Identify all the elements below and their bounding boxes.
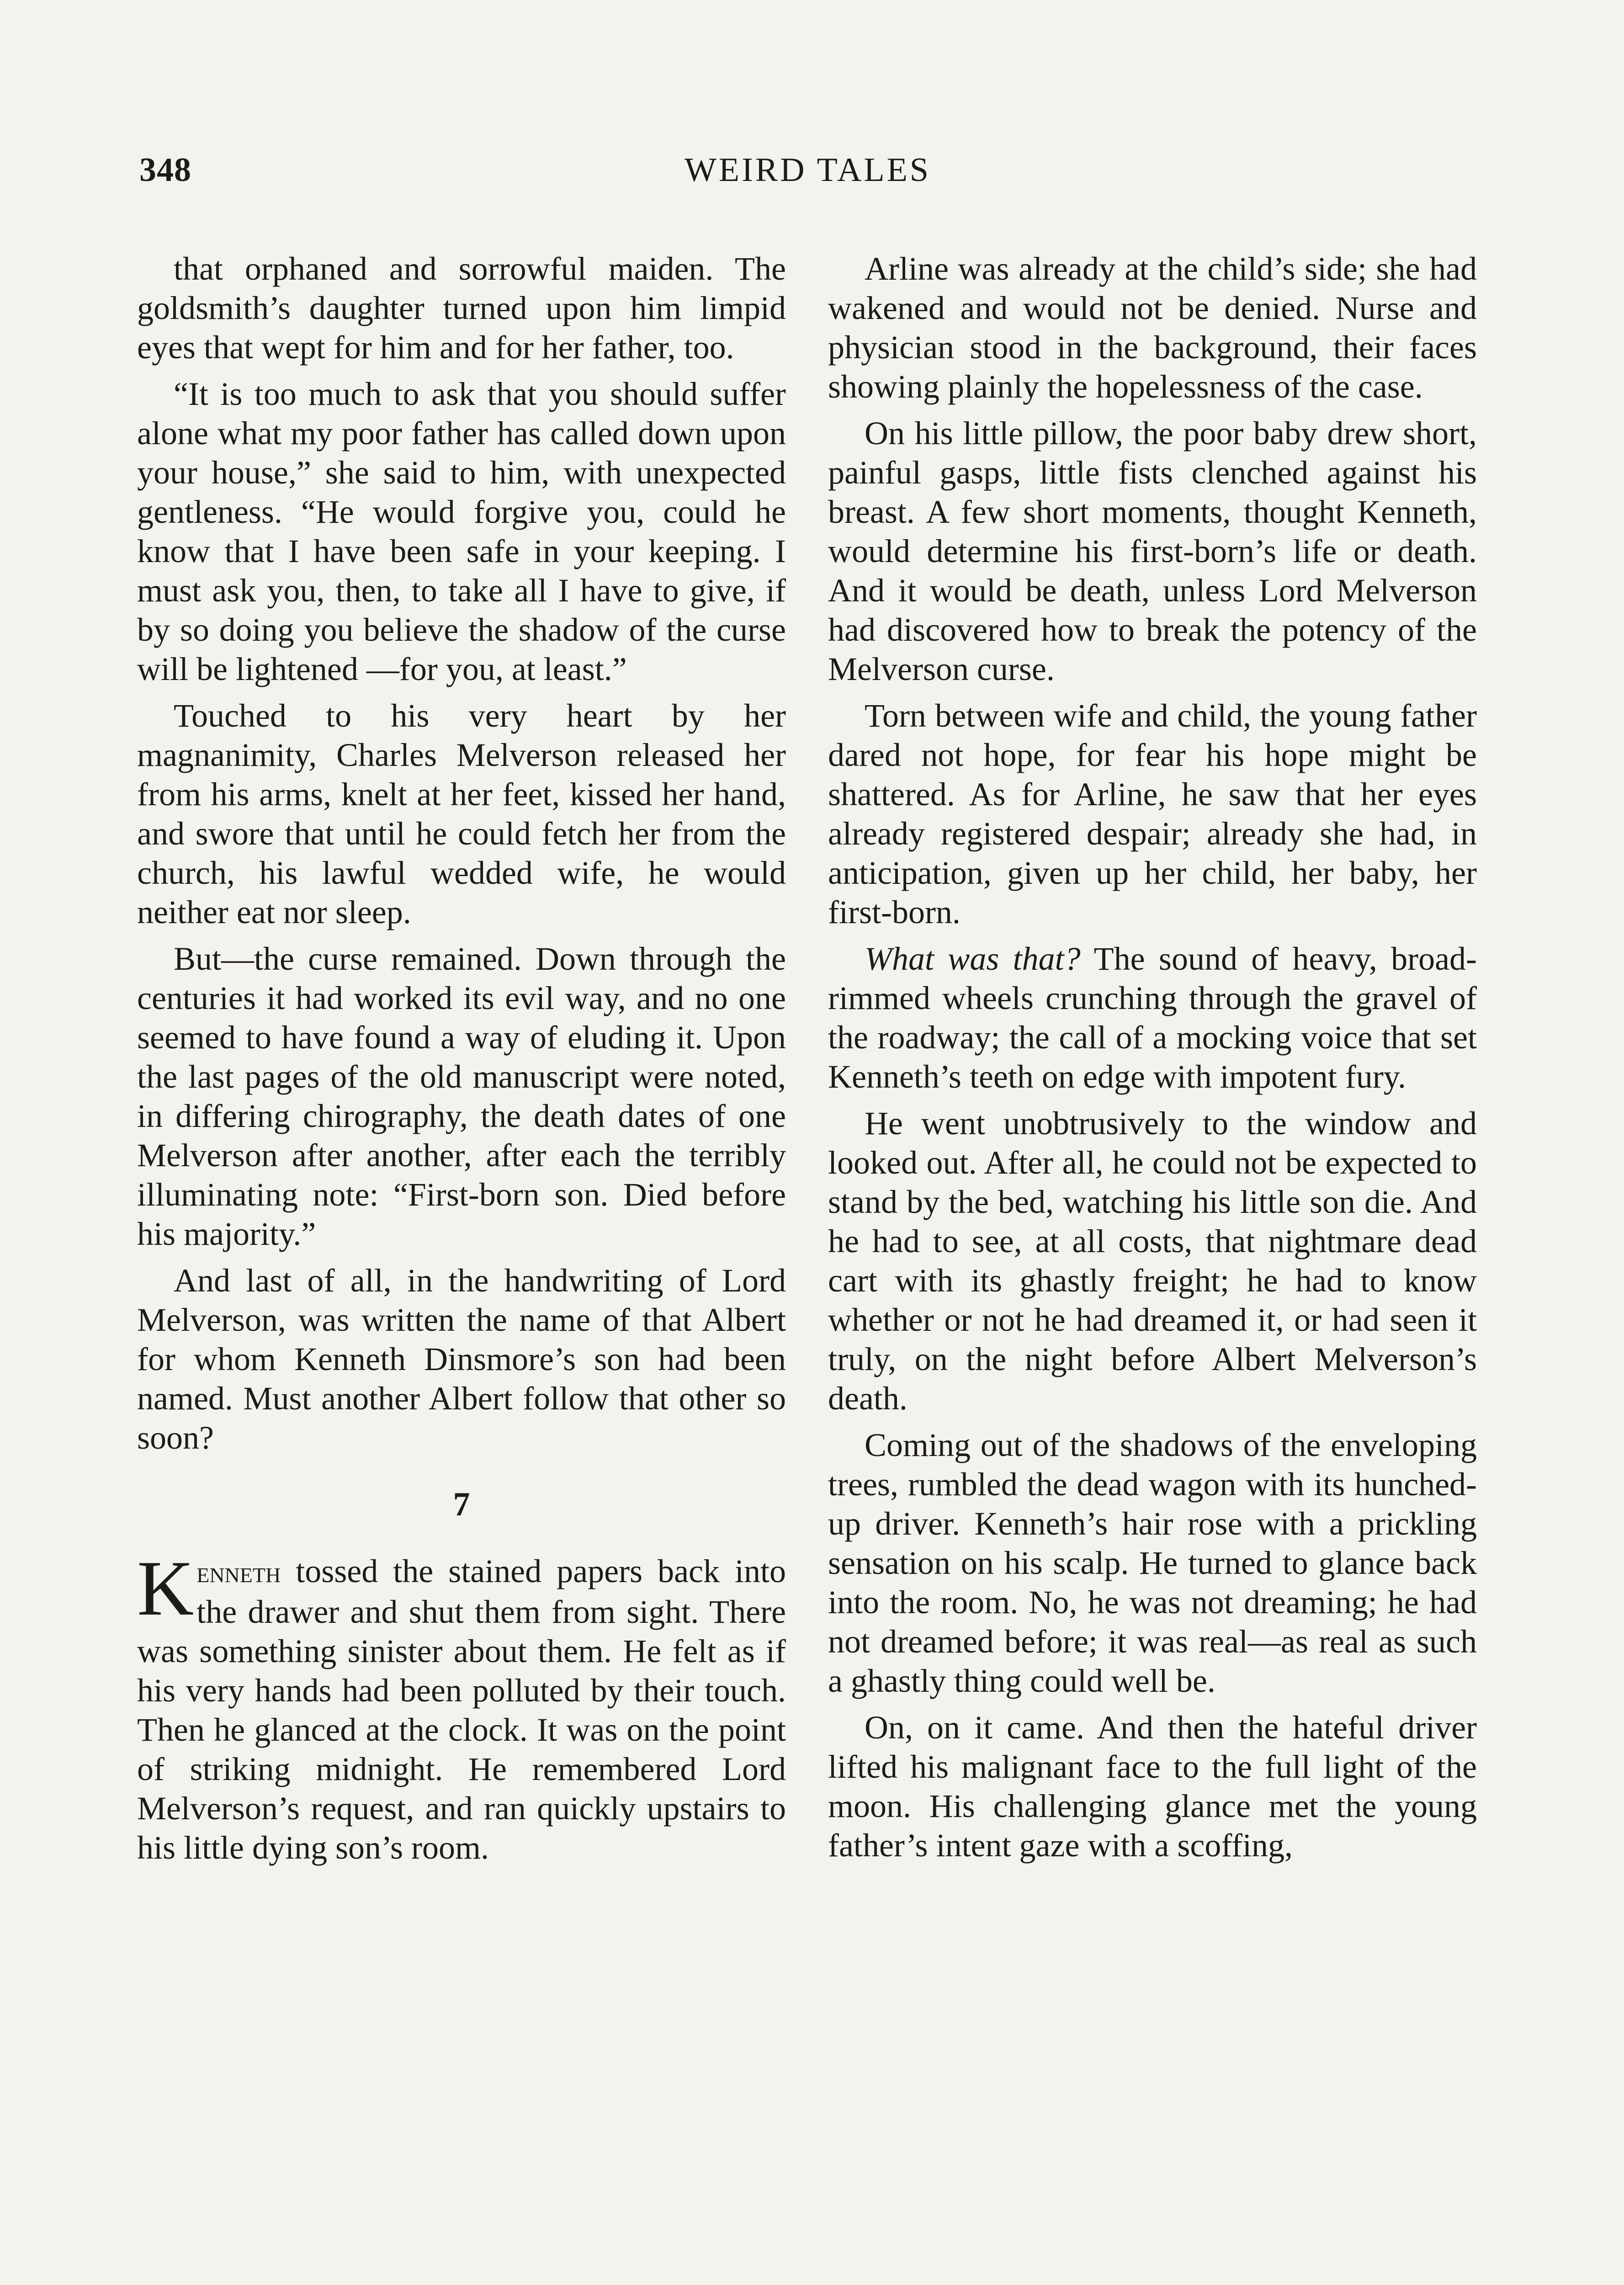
page-number: 348 [139,151,191,189]
paragraph-italic-lead [828,939,1477,1096]
paragraph-text: The sound of heavy, broad-rimmed wheels crunching through the gravel of the roadway; the call of a mocking voice that set Kenneth’s teeth on edge with impotent fury. [828,941,1477,1095]
opening-text: tossed the stained papers back into the drawer and shut them from sight. There was something sinister about them. He felt as if his very hands had been polluted by their touch. Then he glanced at the clock. It was on the point of striking midnight. He remembered Lord Melverson’s request, and ran quickly upstairs to his little dying son’s room. [137,1553,786,1866]
paragraph: Coming out of the shadows of the enveloping trees, rumbled the dead wagon with its hunched-up driver. Kenneth’s hair rose with a prickling sensation on his scalp. He turned to glance back into the room. No, he was not dreaming; he had not dreamed before; it was real—as real as such a ghastly thing could well be. [828,1427,1477,1699]
paragraph: And last of all, in the handwriting of Lord Melverson, was written the name of that Albert for whom Kenneth Dinsmore’s son had been named. Must another Albert follow that other so soon? [137,1262,786,1456]
paragraph: Torn between wife and child, the young father dared not hope, for fear his hope might be shattered. As for Arline, he saw that her eyes already registered despair; already she had, in anticipation, given up her child, her baby, her first-born. [828,697,1477,930]
paragraph: that orphaned and sorrowful maiden. The goldsmith’s daughter turned upon him limpid eyes that wept for him and for her father, too. [137,250,786,366]
page-header [139,151,1476,201]
chapter-opening-paragraph [137,1545,786,1867]
drop-cap: K [137,1545,194,1632]
right-column [828,249,1477,1872]
opening-small-caps: enneth [196,1556,281,1589]
paragraph: But—the curse remained. Down through the centuries it had worked its evil way, and no one seemed to have found a way of eluding it. Upon the last pages of the old manuscript were noted, in differing chirography, the death dates of one Melverson after another, after each the terribly illuminating note: “First-born son. Died before his majority.” [137,941,786,1252]
left-column [137,249,786,1875]
paragraph: On, on it came. And then the hateful driver lifted his malignant face to the full light of the moon. His challenging glance met the young father’s intent gaze with a scoffing, [828,1709,1477,1864]
italic-lead: What was that? [865,941,1081,977]
magazine-title: WEIRD TALES [685,151,931,189]
paragraph: He went unobtrusively to the window and looked out. After all, he could not be expected to stand by the bed, watching his little son die. And he had to see, at all costs, that nightmare dead cart with its ghastly freight; he had to know whether or not he had dreamed it, or had seen it truly, on the night before Albert Melverson’s death. [828,1105,1477,1417]
paragraph: On his little pillow, the poor baby drew short, painful gasps, little fists clenched against his breast. A few short moments, thought Kenneth, would determine his first-born’s life or death. And it would be death, unless Lord Melverson had discovered how to break the potency of the Melverson curse. [828,415,1477,687]
paragraph: “It is too much to ask that you should suffer alone what my poor father has called down upon your house,” she said to him, with unexpected gentleness. “He would forgive you, could he know that I have been safe in your keeping. I must ask you, then, to take all I have to give, if by so doing you believe the shadow of the curse will be lightened —for you, at least.” [137,376,786,687]
paragraph: Touched to his very heart by her magnanimity, Charles Melverson released her from his arms, knelt at her feet, kissed her hand, and swore that until he could fetch her from the church, his lawful wedded wife, he would neither eat nor sleep. [137,697,786,930]
paragraph: Arline was already at the child’s side; she had wakened and would not be denied. Nurse and physician stood in the background, their faces showing plainly the hopelessness of the case. [828,250,1477,405]
section-number: 7 [453,1486,470,1523]
